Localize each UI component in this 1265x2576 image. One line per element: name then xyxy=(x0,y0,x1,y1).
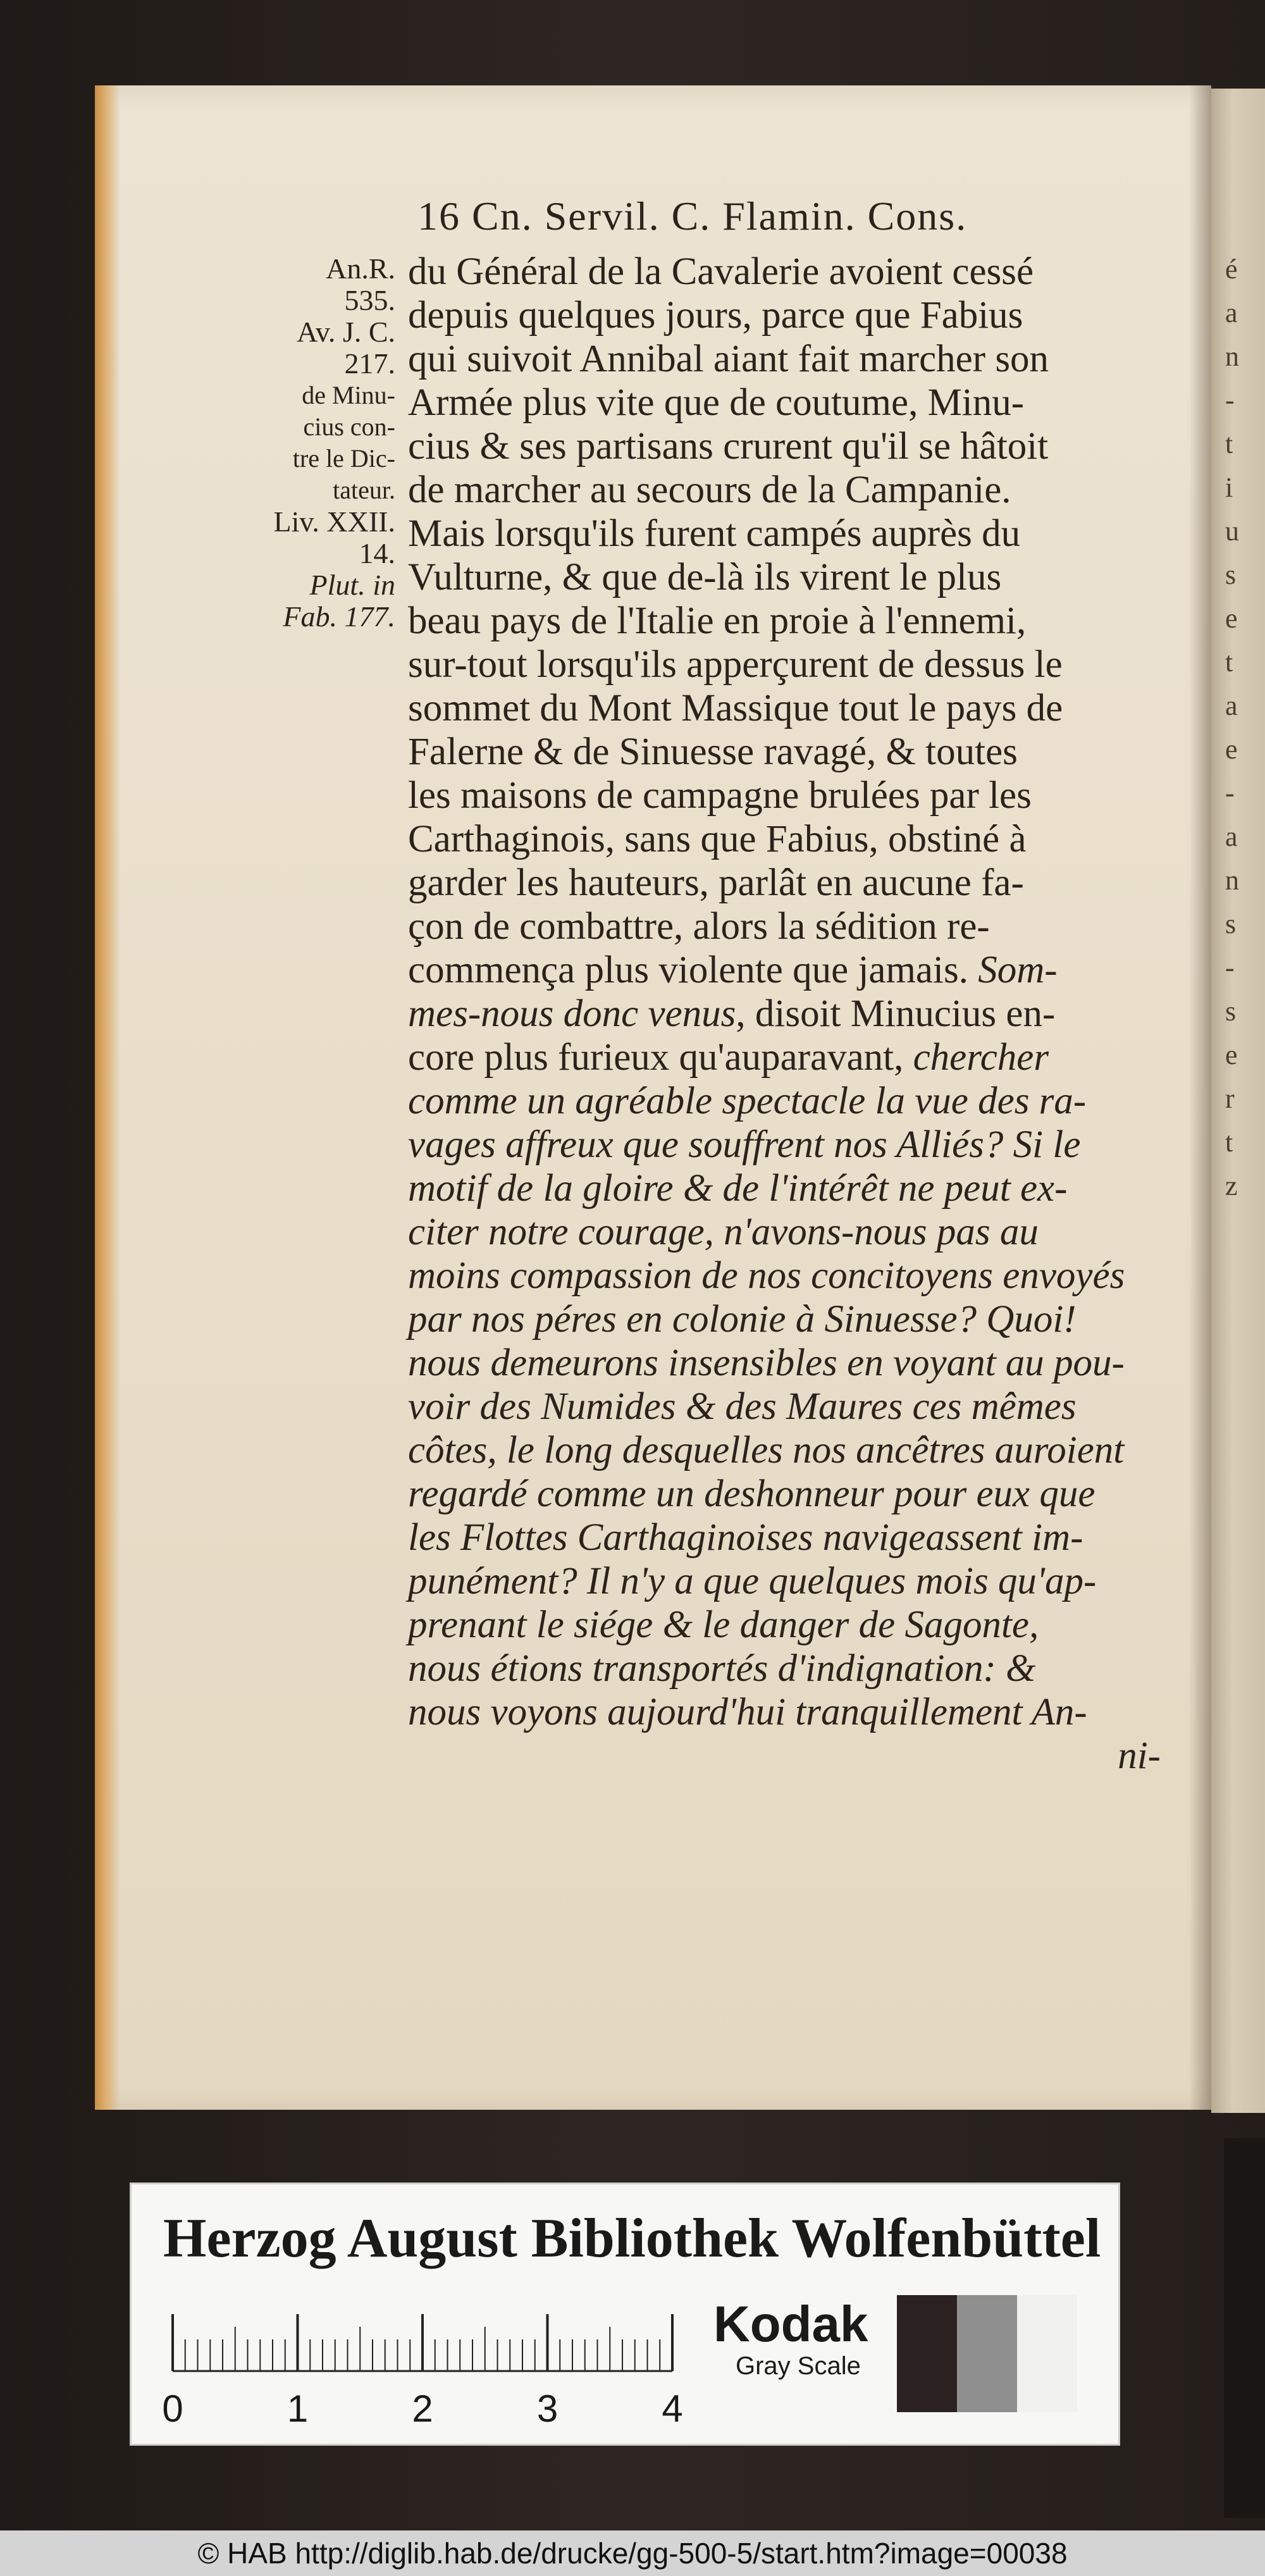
margin-note-line: Liv. XXII. xyxy=(273,505,395,538)
facing-page-letter: s xyxy=(1225,996,1237,1027)
italic-text: les Flottes Carthaginoises navigeassent im- xyxy=(408,1516,1083,1559)
facing-page-edge xyxy=(1211,89,1265,2113)
italic-text: motif de la gloire & de l'intérêt ne peut ex- xyxy=(408,1167,1068,1210)
facing-page-letter: s xyxy=(1225,908,1237,939)
facing-page-letter: t xyxy=(1225,1127,1233,1158)
italic-text: nous étions transportés d'indignation: & xyxy=(408,1647,1036,1690)
running-head: 16 Cn. Servil. C. Flamin. Cons. xyxy=(417,194,968,238)
facing-page-letter: z xyxy=(1225,1170,1238,1201)
roman-text: qui suivoit Annibal aiant fait marcher son xyxy=(408,338,1049,380)
measurement-ruler xyxy=(162,2308,799,2434)
text-line xyxy=(408,948,1167,992)
text-line xyxy=(408,686,1167,730)
roman-text: commença plus violente que jamais. xyxy=(408,949,978,991)
roman-text: du Général de la Cavalerie avoient cessé xyxy=(408,251,1034,293)
facing-page-letter: r xyxy=(1225,1083,1235,1114)
ruler-number: 4 xyxy=(662,2387,683,2430)
roman-text: Vulturne, & que de-là ils virent le plus xyxy=(408,556,1002,598)
text-line xyxy=(408,992,1167,1036)
margin-note-line: 535. xyxy=(344,284,395,316)
page-body-text xyxy=(408,250,1167,1778)
marginal-notes xyxy=(253,253,395,633)
text-line xyxy=(408,905,1167,948)
facing-page-letter: é xyxy=(1225,254,1238,285)
italic-text: chercher xyxy=(913,1036,1049,1079)
text-line xyxy=(408,381,1167,424)
italic-text: par nos péres en colonie à Sinuesse? Quoi! xyxy=(408,1298,1077,1341)
italic-text: Som- xyxy=(978,949,1058,991)
text-line xyxy=(408,1167,1167,1210)
roman-text: beau pays de l'Italie en proie à l'ennemi, xyxy=(408,600,1027,642)
roman-text: , disoit Minucius en- xyxy=(736,993,1056,1035)
facing-page-letter: t xyxy=(1225,647,1233,678)
roman-text: core plus furieux qu'auparavant, xyxy=(408,1036,913,1079)
text-line xyxy=(408,1036,1167,1079)
text-line xyxy=(408,599,1167,643)
text-line xyxy=(408,250,1167,294)
italic-text: côtes, le long desquelles nos ancêtres auroient xyxy=(408,1429,1125,1471)
text-line xyxy=(408,468,1167,512)
facing-page-letter: e xyxy=(1225,1039,1238,1070)
text-line xyxy=(408,1559,1167,1603)
roman-text: depuis quelques jours, parce que Fabius xyxy=(408,294,1023,337)
gray-swatch-mid xyxy=(957,2295,1017,2412)
text-line xyxy=(408,1123,1167,1167)
gray-swatch-dark xyxy=(897,2295,957,2412)
facing-page-letter: i xyxy=(1225,472,1233,503)
text-line xyxy=(408,1297,1167,1341)
roman-text: cius & ses partisans crurent qu'il se hâtoit xyxy=(408,425,1049,468)
facing-page-letter: a xyxy=(1225,297,1238,328)
margin-note-line: cius con- xyxy=(303,412,395,441)
text-line xyxy=(408,774,1167,817)
text-line xyxy=(408,1472,1167,1516)
italic-text: comme un agréable spectacle la vue des ra- xyxy=(408,1080,1087,1122)
italic-text: regardé comme un deshonneur pour eux que xyxy=(408,1473,1095,1515)
italic-text: nous voyons aujourd'hui tranquillement An- xyxy=(408,1691,1087,1733)
gray-swatch-light xyxy=(1017,2295,1077,2412)
facing-page-letter: n xyxy=(1225,865,1239,896)
facing-page-letter: a xyxy=(1225,690,1238,721)
facing-page-letter: s xyxy=(1225,559,1237,590)
facing-page-letter: - xyxy=(1225,777,1235,808)
text-line xyxy=(408,1385,1167,1428)
text-line xyxy=(408,1647,1167,1690)
text-line xyxy=(408,1690,1167,1734)
margin-note-line: Av. J. C. xyxy=(297,316,395,348)
roman-text: les maisons de campagne brulées par les xyxy=(408,774,1032,817)
gray-scale-label: Gray Scale xyxy=(736,2352,861,2380)
facing-page-letter: n xyxy=(1225,341,1239,372)
kodak-logo: Kodak xyxy=(713,2296,868,2352)
ruler-number: 1 xyxy=(287,2387,309,2430)
text-line xyxy=(408,643,1167,686)
italic-text: citer notre courage, n'avons-nous pas au xyxy=(408,1211,1039,1253)
margin-note-line: Plut. in xyxy=(309,569,395,601)
page-gilt-edge xyxy=(95,85,120,2110)
text-line xyxy=(408,1516,1167,1559)
text-line xyxy=(408,817,1167,861)
page-gutter-shadow xyxy=(1189,85,1211,2110)
color-calibration-card xyxy=(130,2183,1120,2446)
italic-text: nous demeurons insensibles en voyant au pou- xyxy=(408,1342,1125,1384)
facing-page-shadow xyxy=(1224,2138,1265,2518)
roman-text: sur-tout lorsqu'ils apperçurent de dessus le xyxy=(408,643,1063,686)
text-line xyxy=(408,337,1167,381)
roman-text: Falerne & de Sinuesse ravagé, & toutes xyxy=(408,731,1018,773)
margin-note-line: An.R. xyxy=(326,252,395,285)
ruler-number: 2 xyxy=(412,2387,433,2430)
ruler-number: 3 xyxy=(536,2387,558,2430)
text-line xyxy=(408,294,1167,337)
ruler-number: 0 xyxy=(162,2387,183,2430)
library-name: Herzog August Bibliothek Wolfenbüttel xyxy=(163,2208,1101,2269)
margin-note-line: 14. xyxy=(359,537,395,569)
italic-text: voir des Numides & des Maures ces mêmes xyxy=(408,1385,1077,1428)
text-line xyxy=(408,512,1167,555)
text-line xyxy=(408,1341,1167,1385)
text-line xyxy=(408,424,1167,468)
text-line xyxy=(408,1603,1167,1647)
text-line xyxy=(408,1210,1167,1254)
margin-note-line: tre le Dic- xyxy=(292,444,395,473)
text-line xyxy=(408,861,1167,905)
italic-text: mes-nous donc venus xyxy=(408,993,736,1035)
text-line xyxy=(408,1079,1167,1123)
catchword: ni- xyxy=(1118,1735,1161,1777)
roman-text: çon de combattre, alors la sédition re- xyxy=(408,905,990,948)
facing-page-letter: t xyxy=(1225,428,1233,459)
facing-page-letter: e xyxy=(1225,734,1238,765)
facing-page-letter: a xyxy=(1225,821,1238,852)
margin-note-line: de Minu- xyxy=(302,381,395,409)
roman-text: sommet du Mont Massique tout le pays de xyxy=(408,687,1063,729)
margin-note-line: 217. xyxy=(344,347,395,380)
roman-text: garder les hauteurs, parlât en aucune fa- xyxy=(408,862,1024,904)
italic-text: vages affreux que souffrent nos Alliés? Si le xyxy=(408,1124,1081,1166)
roman-text: de marcher au secours de la Campanie. xyxy=(408,469,1011,511)
italic-text: prenant le siége & le danger de Sagonte, xyxy=(408,1604,1039,1646)
facing-page-letter: e xyxy=(1225,603,1238,634)
facing-page-letter: u xyxy=(1225,516,1239,547)
margin-note-line: Fab. 177. xyxy=(283,600,395,633)
text-line xyxy=(408,1254,1167,1297)
italic-text: moins compassion de nos concitoyens envoyés xyxy=(408,1254,1125,1297)
copyright-footer: © HAB http://diglib.hab.de/drucke/gg-500-5/start.htm?image=00038 xyxy=(0,2530,1265,2576)
roman-text: Carthaginois, sans que Fabius, obstiné à xyxy=(408,818,1027,860)
margin-note-line: tateur. xyxy=(333,476,395,504)
text-line xyxy=(408,1428,1167,1472)
facing-page-letter: - xyxy=(1225,952,1235,983)
roman-text: Armée plus vite que de coutume, Minu- xyxy=(408,381,1025,424)
italic-text: punément? Il n'y a que quelques mois qu'ap- xyxy=(408,1560,1097,1602)
facing-page-letter: - xyxy=(1225,385,1235,416)
roman-text: Mais lorsqu'ils furent campés auprès du xyxy=(408,512,1021,555)
text-line xyxy=(408,555,1167,599)
text-line xyxy=(408,730,1167,774)
